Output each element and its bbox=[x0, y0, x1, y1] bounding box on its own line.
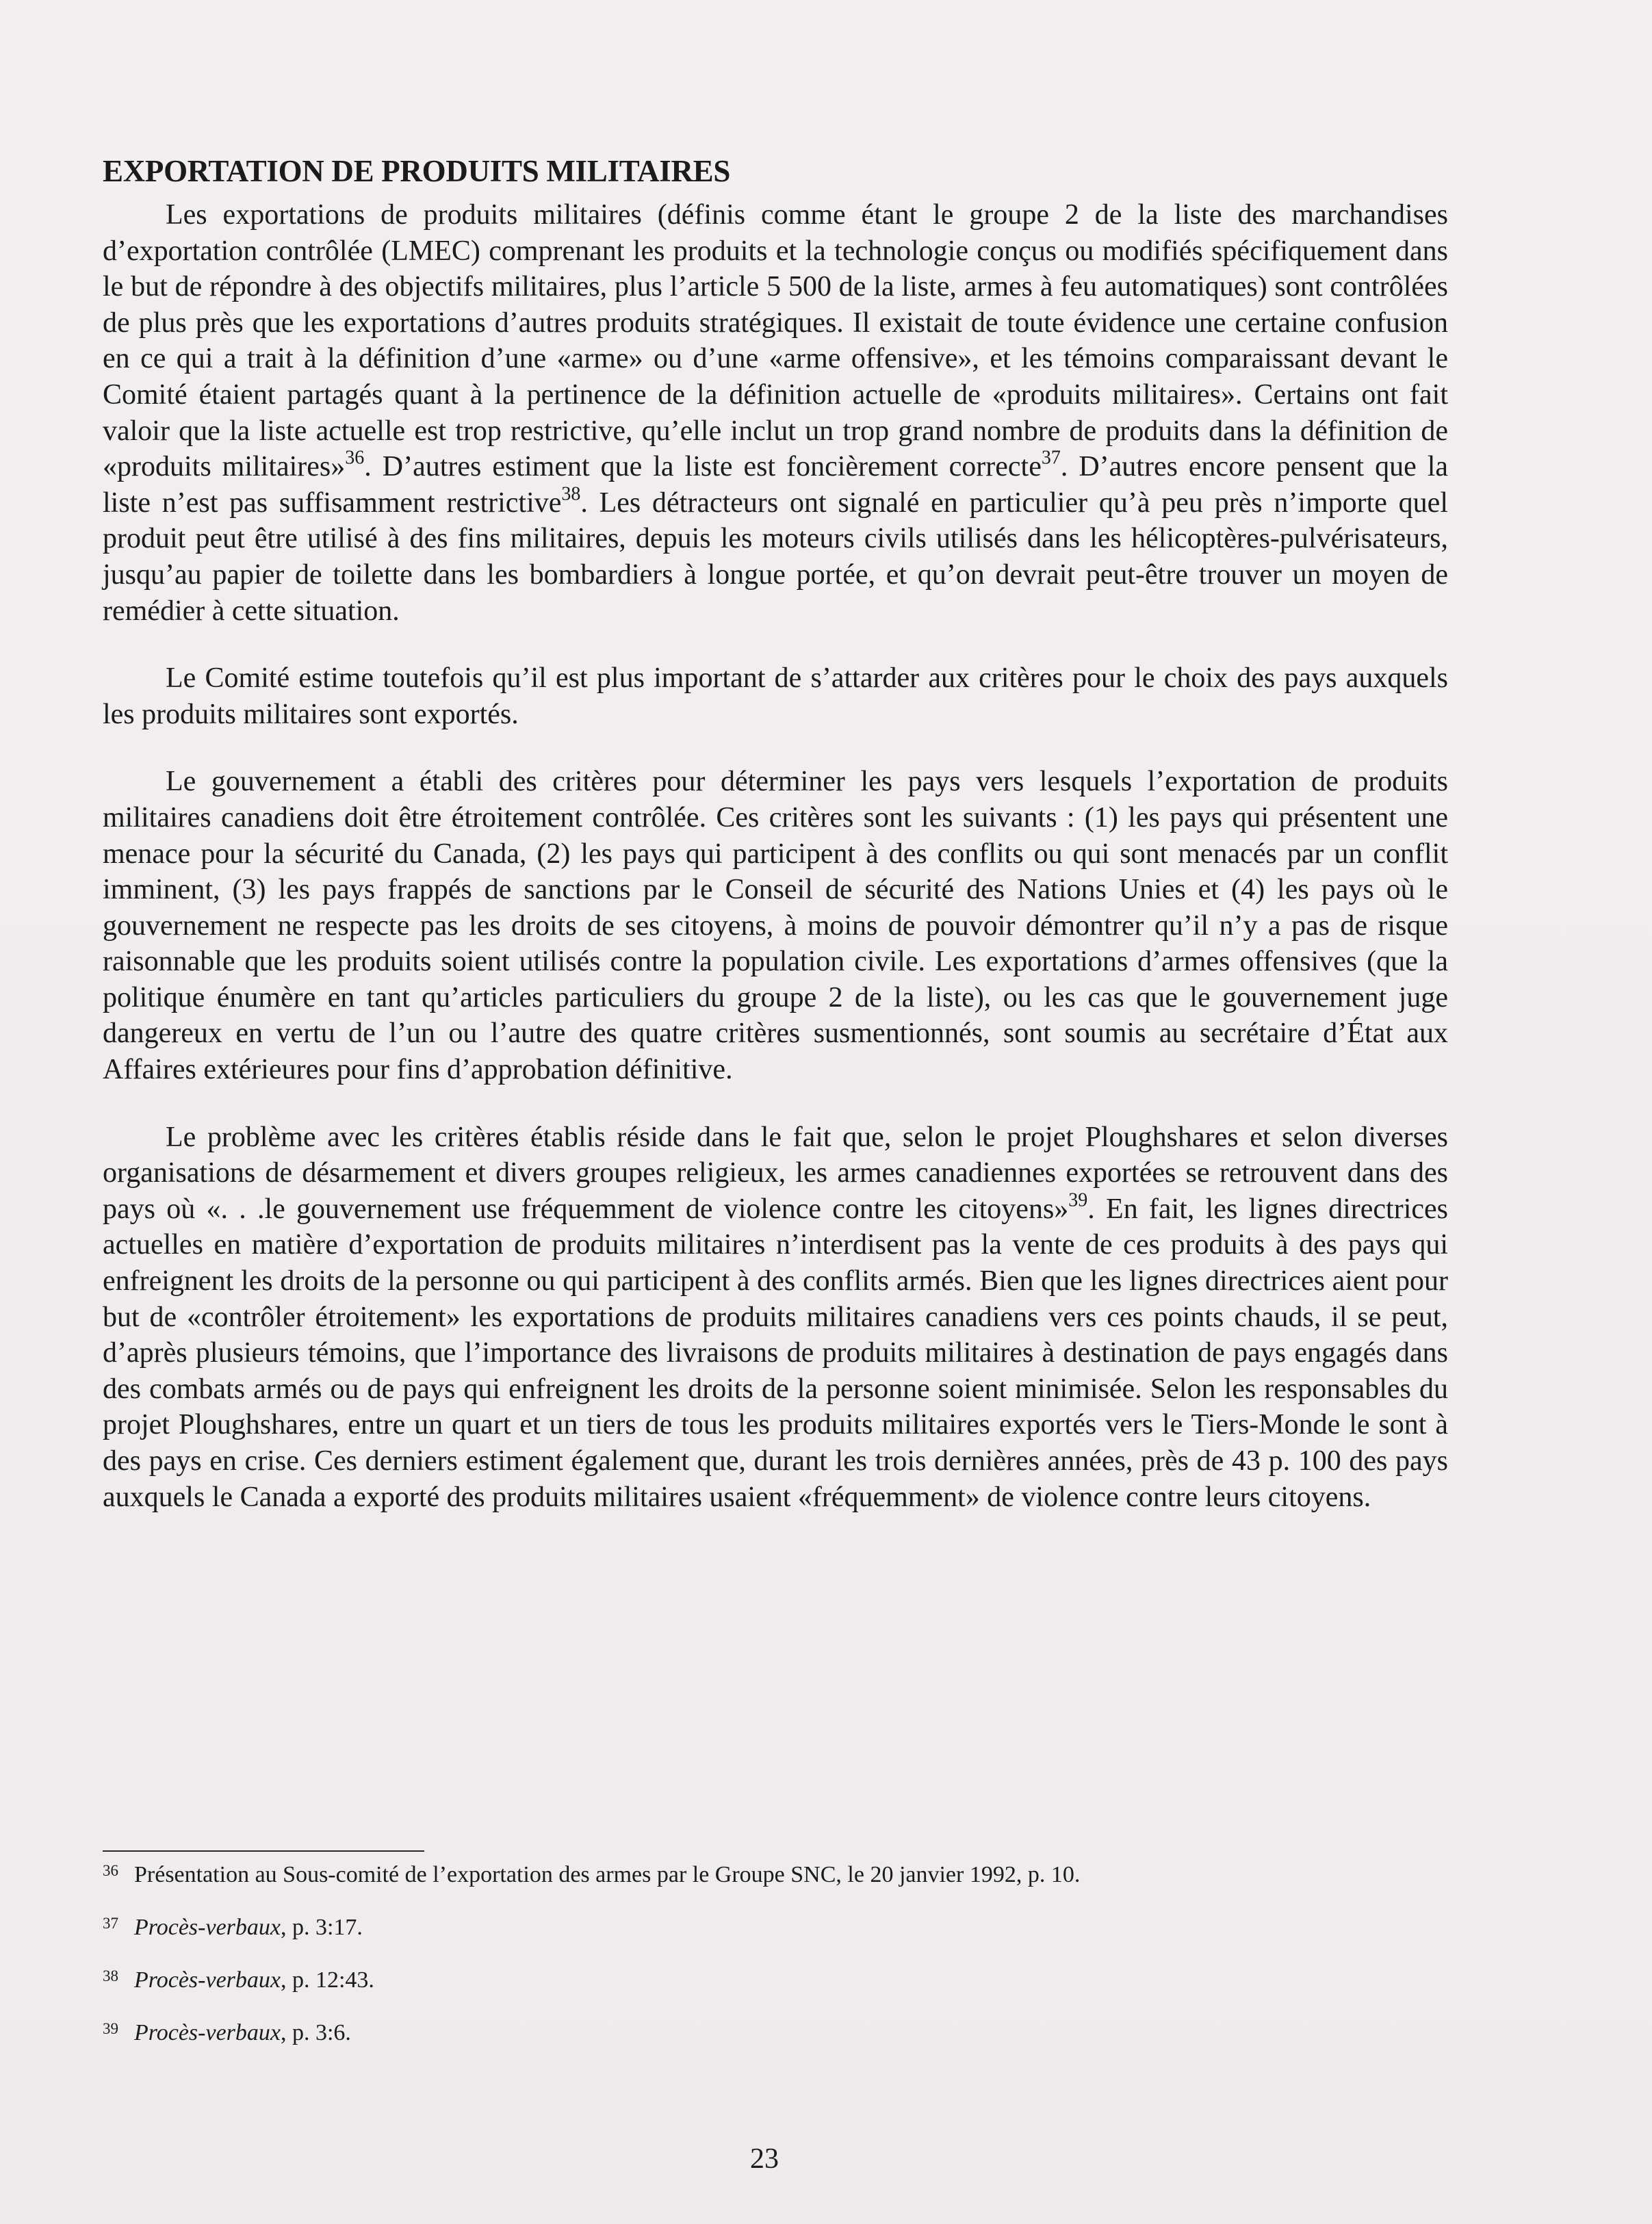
paragraph-text: Les exportations de produits militaires (définis comme étant le groupe 2 de la liste des marchandises d’exportation contrôlée (LMEC) comprenant les produits et la technologie conçus ou modifiés spécifiquement dans le but de répondre à des objectifs militaires, plus l’article 5 500 de la liste, armes à feu automatiques) sont contrôlées de plus près que les exportations d’autres produits stratégiques. Il existait de toute évidence une certaine confusion en ce qui a trait à la définition d’une «arme» ou d’une «arme offensive», et les témoins comparaissant devant le Comité étaient partagés quant à la pertinence de la définition actuelle de «produits militaires». Certains ont fait valoir que la liste actuelle est trop restrictive, qu’elle inclut un trop grand nombre de produits dans la définition de «produits militaires» bbox=[103, 199, 1448, 483]
footnote-text bbox=[134, 1860, 1448, 1890]
footnote-number: 36 bbox=[103, 1862, 118, 1879]
footnote-detail: Présentation au Sous-comité de l’exportation des armes par le Groupe SNC, le 20 janvier 1992, p. 10. bbox=[134, 1862, 1081, 1887]
paragraph-2 bbox=[103, 660, 1448, 732]
paragraph-text: . D’autres encore pensent que la liste n’est pas suffisamment restrictive bbox=[103, 451, 1449, 519]
paragraph-1 bbox=[103, 197, 1448, 629]
footnote-source: Procès-verbaux bbox=[134, 1967, 281, 1993]
paragraph-text: . Les détracteurs ont signalé en particulier qu’à peu près n’importe quel produit peut être utilisé à des fins militaires, depuis les moteurs civils utilisés dans les hélicoptères-pulvérisateurs, jusqu’au papier de toilette dans les bombardiers à longue portée, et qu’on devrait peut-être trouver un moyen de remédier à cette situation. bbox=[103, 487, 1448, 627]
footnote-number: 39 bbox=[103, 2020, 118, 2037]
page-number: 23 bbox=[750, 2143, 779, 2175]
footnote-source: Procès-verbaux bbox=[134, 2020, 281, 2045]
paragraph-text: Le gouvernement a établi des critères pour déterminer les pays vers lesquels l’exportation de produits militaires canadiens doit être étroitement contrôlée. Ces critères sont les suivants : (1) les pays qui présentent une menace pour la sécurité du Canada, (2) les pays qui participent à des conflits ou qui sont menacés par un conflit imminent, (3) les pays frappés de sanctions par le Conseil de sécurité des Nations Unies et (4) les pays où le gouvernement ne respecte pas les droits de ses citoyens, à moins de pouvoir démontrer qu’il n’y a pas de risque raisonnable que les produits soient utilisés contre la population civile. Les exportations d’armes offensives (que la politique énumère en tant qu’articles particuliers du groupe 2 de la liste), ou les cas que le gouvernement juge dangereux en vertu de l’un ou l’autre des quatre critères susmentionnés, sont soumis au secrétaire d’État aux Affaires extérieures pour fins d’approbation définitive. bbox=[103, 766, 1448, 1086]
footnote-detail: , p. 3:6. bbox=[280, 2020, 351, 2045]
footnote-ref-36[interactable]: 36 bbox=[345, 447, 365, 469]
footnote-ref-38[interactable]: 38 bbox=[561, 483, 581, 505]
footnote-36 bbox=[103, 1860, 1448, 1890]
footnote-detail: , p. 3:17. bbox=[280, 1915, 363, 1940]
footnote-38 bbox=[103, 1965, 1448, 1995]
footnote-ref-37[interactable]: 37 bbox=[1041, 447, 1061, 469]
footnote-text bbox=[134, 2018, 1448, 2048]
footnote-number: 37 bbox=[103, 1915, 118, 1932]
footnote-number: 38 bbox=[103, 1967, 118, 1984]
footnote-text bbox=[134, 1913, 1448, 1943]
footnote-37 bbox=[103, 1913, 1448, 1943]
body-text bbox=[103, 152, 1448, 1515]
footnote-detail: , p. 12:43. bbox=[280, 1967, 374, 1993]
footnote-text bbox=[134, 1965, 1448, 1995]
paragraph-text: Le problème avec les critères établis réside dans le fait que, selon le projet Ploughshares et selon diverses organisations de désarmement et divers groupes religieux, les armes canadiennes exportées se retrouvent dans des pays où «. . .le gouvernement use fréquemment de violence contre les citoyens» bbox=[103, 1121, 1448, 1225]
footnote-divider bbox=[103, 1850, 424, 1852]
footnote-source: Procès-verbaux bbox=[134, 1915, 281, 1940]
paragraph-3 bbox=[103, 764, 1448, 1087]
paragraph-text: . D’autres estiment que la liste est foncièrement correcte bbox=[364, 451, 1042, 483]
footnote-ref-39[interactable]: 39 bbox=[1068, 1189, 1088, 1211]
footnotes bbox=[103, 1860, 1448, 2071]
footnote-39 bbox=[103, 2018, 1448, 2048]
section-heading: EXPORTATION DE PRODUITS MILITAIRES bbox=[103, 154, 731, 188]
paragraph-text: . En fait, les lignes directrices actuelles en matière d’exportation de produits militaires n’interdisent pas la vente de ces produits à des pays qui enfreignent les droits de la personne ou qui participent à des conflits armés. Bien que les lignes directrices aient pour but de «contrôler étroitement» les exportations de produits militaires canadiens vers ces points chauds, il se peut, d’après plusieurs témoins, que l’importance des livraisons de produits militaires à destination de pays engagés dans des combats armés ou de pays qui enfreignent les droits de la personne soient minimisée. Selon les responsables du projet Ploughshares, entre un quart et un tiers de tous les produits militaires exportés vers le Tiers-Monde le sont à des pays en crise. Ces derniers estiment également que, durant les trois dernières années, près de 43 p. 100 des pays auxquels le Canada a exporté des produits militaires usaient «fréquemment» de violence contre leurs citoyens. bbox=[103, 1193, 1448, 1513]
paragraph-4 bbox=[103, 1120, 1448, 1516]
paragraph-text: Le Comité estime toutefois qu’il est plus important de s’attarder aux critères pour le choix des pays auxquels les produits militaires sont exportés. bbox=[103, 662, 1448, 730]
